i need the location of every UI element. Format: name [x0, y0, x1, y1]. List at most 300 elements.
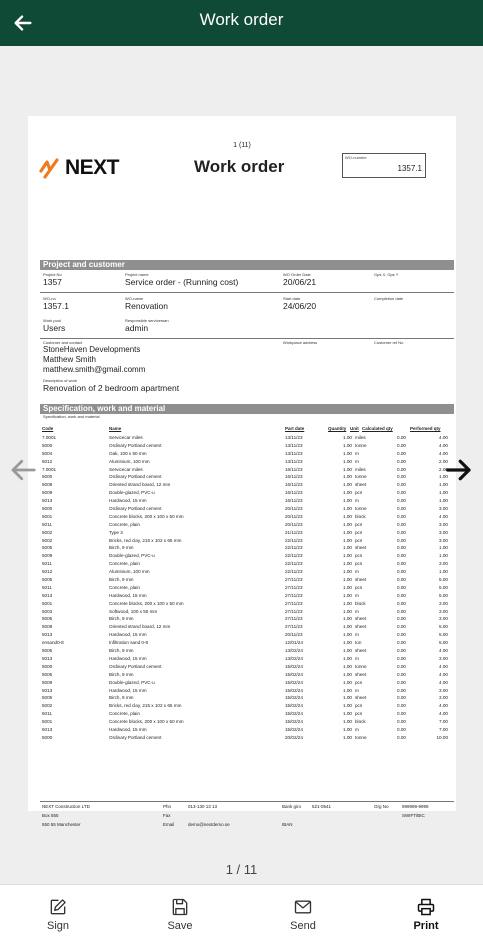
cell-code: 7.0001	[42, 435, 57, 440]
responsible-value: admin	[125, 323, 149, 333]
cell-qty: 1.00	[343, 458, 352, 464]
cell-qty: 1.00	[343, 687, 352, 693]
cell-date: 22/11/23	[285, 561, 303, 567]
description-field	[43, 378, 179, 393]
cell-code: 5000	[42, 506, 53, 512]
sign-button[interactable]	[18, 885, 98, 942]
cell-unit: tonne	[355, 506, 367, 512]
cell-unit: sheet	[355, 577, 367, 583]
table-row	[40, 489, 454, 497]
cell-code: 5000	[42, 663, 53, 669]
wo-name-field	[125, 296, 168, 311]
document-page	[28, 116, 456, 827]
cell-name: Hardwood, 15 mm	[109, 498, 147, 504]
cell-calc: 0.00	[397, 435, 406, 440]
cell-date: 21/11/23	[285, 529, 303, 535]
table-row	[40, 513, 454, 521]
wo-no-field	[43, 296, 69, 311]
cell-date: 13/11/23	[285, 450, 303, 456]
cell-calc: 0.00	[397, 671, 406, 677]
cell-code: 5009	[42, 490, 53, 496]
cell-unit: tonne	[355, 734, 367, 740]
project-name-field	[125, 272, 238, 287]
save-label: Save	[167, 920, 193, 932]
cell-calc: 0.00	[397, 513, 406, 519]
cell-code: 5001	[42, 513, 53, 519]
col-name: Name	[109, 426, 122, 431]
table-row	[40, 694, 454, 702]
cell-unit: sheet	[355, 695, 367, 701]
cell-perf: 1.00	[439, 553, 448, 559]
cell-qty: 1.00	[343, 498, 352, 504]
cell-perf: 5.00	[439, 577, 448, 583]
table-row	[40, 631, 454, 639]
table-row	[40, 434, 454, 442]
cell-qty: 1.00	[343, 545, 352, 551]
description-value: Renovation of 2 bedroom apartment	[43, 383, 180, 393]
cell-calc: 0.00	[397, 711, 406, 717]
cell-unit: pcs	[355, 537, 363, 543]
cell-name: Aluminium, 100 mm	[109, 458, 150, 464]
table-row	[40, 600, 454, 608]
cell-unit: pcs	[355, 711, 363, 717]
cell-name: Concrete, plain	[109, 561, 140, 567]
cell-perf: 5.00	[439, 592, 448, 598]
cell-calc: 0.00	[397, 663, 406, 669]
specification-table-header	[40, 426, 454, 434]
cell-perf: 5.00	[439, 632, 448, 638]
cell-code: 5004	[42, 450, 53, 456]
cell-calc: 0.00	[397, 648, 406, 654]
cell-date: 20/11/23	[285, 632, 303, 638]
cell-calc: 0.00	[397, 482, 406, 488]
cell-code: 5011	[42, 521, 52, 527]
cell-qty: 1.00	[343, 537, 352, 543]
cell-name: Birch, 9 mm	[109, 648, 134, 654]
work-pool-field	[43, 318, 65, 333]
cell-code: 5013	[42, 592, 53, 598]
cell-name: Type 3	[109, 529, 123, 535]
cell-calc: 0.00	[397, 703, 406, 709]
specification-subtitle-field	[43, 414, 99, 419]
cell-unit: sheet	[355, 482, 367, 488]
next-logo-icon	[39, 157, 61, 179]
cell-qty: 1.00	[343, 719, 352, 725]
cell-name: Concrete, plain	[109, 711, 140, 717]
cell-unit: m	[355, 569, 359, 575]
cell-perf: 3.00	[439, 521, 448, 527]
cell-qty: 1.00	[343, 553, 352, 559]
cell-qty: 1.00	[343, 435, 352, 440]
customer-ref-field	[374, 340, 403, 345]
wo-order-date-label: WO Order Date	[283, 272, 311, 277]
cell-qty: 1.00	[343, 695, 352, 701]
cell-perf: 4.00	[439, 711, 448, 717]
cell-perf: 2.00	[439, 458, 448, 464]
cell-perf: 5.00	[439, 584, 448, 590]
arrow-right-icon	[444, 455, 474, 485]
cell-date: 15/02/24	[285, 687, 303, 693]
cell-unit: m	[355, 498, 359, 504]
document-viewer[interactable]	[0, 46, 483, 884]
table-row	[40, 584, 454, 592]
cell-date: 27/11/23	[285, 577, 303, 583]
cell-unit: sheet	[355, 648, 367, 654]
table-row	[40, 663, 454, 671]
cell-date: 27/11/23	[285, 624, 303, 630]
wo-number-box	[342, 153, 426, 178]
cell-perf: 3.00	[439, 561, 448, 567]
table-row	[40, 568, 454, 576]
table-row	[40, 529, 454, 537]
cell-perf: 4.00	[439, 671, 448, 677]
cell-date: 16/11/23	[285, 482, 303, 488]
cell-calc: 0.00	[397, 521, 406, 527]
cell-perf: 3.00	[439, 655, 448, 661]
cell-qty: 1.00	[343, 474, 352, 480]
cell-unit: sheet	[355, 671, 367, 677]
start-date-label: Start date	[283, 296, 301, 301]
cell-perf: 1.00	[439, 490, 448, 496]
cell-perf: 2.00	[439, 466, 448, 472]
footer-company: NEXT Construction LTD	[42, 804, 90, 809]
cell-date: 13/02/24	[285, 655, 303, 661]
cell-perf: 3.00	[439, 537, 448, 543]
cell-calc: 0.00	[397, 608, 406, 614]
cell-qty: 1.00	[343, 513, 352, 519]
app-header	[0, 0, 483, 46]
responsible-label: Responsible serviceman	[125, 318, 169, 323]
table-row	[40, 726, 454, 734]
cell-name: Birch, 9 mm	[109, 577, 134, 583]
bottom-toolbar	[0, 884, 483, 942]
wo-number-label: WO-number	[345, 155, 367, 160]
cell-calc: 0.00	[397, 466, 406, 472]
cell-perf: 3.00	[439, 695, 448, 701]
cell-perf: 4.00	[439, 679, 448, 685]
cell-code: 5011	[42, 584, 52, 590]
table-row	[40, 679, 454, 687]
footer-fax-label: Fax	[163, 813, 171, 818]
table-row	[40, 544, 454, 552]
cell-name: Hardwood, 15 mm	[109, 726, 147, 732]
cell-code: 5000	[42, 734, 53, 740]
cell-qty: 1.00	[343, 663, 352, 669]
cell-date: 16/11/23	[285, 474, 303, 480]
cell-code: 5013	[42, 726, 53, 732]
work-pool-value: Users	[43, 323, 66, 333]
footer-box: Box 555	[42, 813, 59, 818]
gps-label: Gps X, Gps Y	[374, 272, 399, 277]
cell-code: 5013	[42, 632, 53, 638]
table-row	[40, 718, 454, 726]
cell-perf: 5.00	[439, 640, 448, 646]
table-row	[40, 615, 454, 623]
cell-code: 5013	[42, 498, 53, 504]
cell-calc: 0.00	[397, 616, 406, 622]
cell-perf: 5.00	[439, 624, 448, 630]
cell-unit: block	[355, 600, 366, 606]
cell-perf: 4.00	[439, 435, 448, 440]
cell-name: Concrete, plain	[109, 584, 140, 590]
cell-name: Aluminium, 100 mm	[109, 569, 150, 575]
table-row	[40, 576, 454, 584]
cell-date: 15/02/24	[285, 711, 303, 717]
project-no-field	[43, 272, 62, 287]
cell-perf: 4.00	[439, 450, 448, 456]
cell-date: 22/11/23	[285, 545, 303, 551]
cell-unit: tonne	[355, 474, 367, 480]
cell-name: Double-glazed, PVC-u	[109, 553, 155, 559]
cell-date: 22/11/23	[285, 569, 303, 575]
cell-unit: pcs	[355, 561, 363, 567]
customer-field	[43, 340, 145, 375]
cell-perf: 7.00	[439, 726, 448, 732]
cell-calc: 0.00	[397, 632, 406, 638]
cell-calc: 0.00	[397, 726, 406, 732]
table-row	[40, 552, 454, 560]
cell-name: Birch, 9 mm	[109, 695, 134, 701]
table-row	[40, 702, 454, 710]
cell-unit: sheet	[355, 624, 367, 630]
footer-city: 550 55 Manchester	[42, 822, 81, 827]
next-page-button[interactable]	[441, 452, 477, 488]
project-name-label: Project name	[125, 272, 149, 277]
page-title: Work order	[199, 10, 284, 29]
cell-unit: m	[355, 450, 359, 456]
cell-calc: 0.00	[397, 498, 406, 504]
cell-code: 5008	[42, 482, 53, 488]
start-date-field	[283, 296, 316, 311]
cell-unit: pcs	[355, 490, 363, 496]
customer-ref-label: Customer ref No	[374, 340, 404, 345]
cell-unit: sheet	[355, 545, 367, 551]
cell-calc: 0.00	[397, 584, 406, 590]
cell-calc: 0.00	[397, 687, 406, 693]
cell-perf: 1.00	[439, 545, 448, 551]
cell-calc: 0.00	[397, 537, 406, 543]
cell-unit: pcs	[355, 584, 363, 590]
cell-name: Oak, 100 x 50 mm	[109, 450, 147, 456]
footer-orgno: 999999-9999	[402, 804, 429, 809]
page-indicator: 1 / 11	[225, 862, 258, 877]
cell-code: 5002	[42, 703, 53, 709]
cell-perf: 4.00	[439, 442, 448, 448]
cell-date: 27/11/23	[285, 600, 303, 606]
cell-perf: 1.00	[439, 569, 448, 575]
table-row	[40, 655, 454, 663]
cell-code: 5009	[42, 679, 53, 685]
table-row	[40, 592, 454, 600]
wo-name-value: Renovation	[125, 301, 169, 311]
cell-qty: 1.00	[343, 600, 352, 606]
gps-field	[374, 272, 398, 277]
print-label: Print	[413, 920, 439, 932]
cell-perf: 3.00	[439, 616, 448, 622]
cell-date: 13/11/23	[285, 442, 303, 448]
cell-calc: 0.00	[397, 624, 406, 630]
cell-unit: miles	[355, 466, 366, 472]
project-no-label: Project No	[43, 272, 62, 277]
cell-name: Ordinary Portland cement	[109, 474, 162, 480]
cell-code: 5005	[42, 545, 53, 551]
wo-number-value: 1357.1	[397, 164, 422, 173]
cell-unit: tonne	[355, 663, 367, 669]
cell-perf: 4.00	[439, 648, 448, 654]
wo-no-value: 1357.1	[43, 301, 69, 311]
cell-name: Hardwood, 15 mm	[109, 632, 147, 638]
cell-calc: 0.00	[397, 600, 406, 606]
table-row	[40, 608, 454, 616]
specification-rows	[40, 434, 454, 742]
cell-date: 20/02/24	[285, 734, 303, 740]
table-row	[40, 734, 454, 742]
cell-name: Birch, 9 mm	[109, 545, 134, 551]
cell-qty: 1.00	[343, 592, 352, 598]
sign-label: Sign	[46, 920, 70, 932]
table-row	[40, 442, 454, 450]
cell-calc: 0.00	[397, 553, 406, 559]
completion-date-field	[374, 296, 403, 301]
cell-code: 5008	[42, 624, 53, 630]
save-button[interactable]	[140, 885, 220, 942]
col-part-date: Part date	[285, 426, 305, 431]
cell-code: 5013	[42, 655, 53, 661]
footer-email-label: Email	[163, 822, 175, 827]
table-row	[40, 623, 454, 631]
document-page-label: 1 (11)	[233, 142, 251, 149]
cell-code: 5005	[42, 577, 53, 583]
cell-unit: pcs	[355, 703, 363, 709]
cell-qty: 1.00	[343, 655, 352, 661]
specification-subtitle: Specification, work and material	[43, 414, 100, 419]
cell-calc: 0.00	[397, 640, 406, 646]
cell-qty: 1.00	[343, 734, 352, 740]
table-row	[40, 497, 454, 505]
cell-name: Oriented strand board, 12 mm	[109, 482, 171, 488]
footer-bankgiro-label: Bank giro	[282, 804, 302, 809]
cell-unit: pcs	[355, 679, 363, 685]
cell-name: Double-glazed, PVC-u	[109, 490, 155, 496]
footer-phn: 013-130 13 13	[188, 804, 218, 809]
cell-date: 27/11/23	[285, 592, 303, 598]
cell-name: Ordinary Portland cement	[109, 663, 162, 669]
cell-perf: 3.00	[439, 600, 448, 606]
footer-swift-label: SWIFT/BIC	[402, 813, 425, 818]
cell-calc: 0.00	[397, 569, 406, 575]
arrow-left-icon	[8, 455, 38, 485]
start-date-value: 24/06/20	[283, 301, 317, 311]
cell-code: 5012	[42, 569, 53, 575]
previous-page-button[interactable]	[5, 452, 41, 488]
cell-date: 22/11/23	[285, 553, 303, 559]
cell-name: Oriented strand board, 12 mm	[109, 624, 171, 630]
cell-date: 15/02/24	[285, 719, 303, 725]
cell-calc: 0.00	[397, 490, 406, 496]
description-label: Description of work	[43, 378, 78, 383]
cell-date: 12/01/24	[285, 640, 303, 646]
table-row	[40, 687, 454, 695]
cell-date: 16/11/23	[285, 498, 303, 504]
cell-unit: m	[355, 726, 359, 732]
cell-qty: 1.00	[343, 482, 352, 488]
table-row	[40, 450, 454, 458]
cell-perf: 1.00	[439, 482, 448, 488]
cell-date: 22/11/23	[285, 537, 303, 543]
cell-qty: 1.00	[343, 703, 352, 709]
cell-name: Concrete, plain	[109, 521, 140, 527]
responsible-field	[125, 318, 169, 333]
cell-qty: 1.00	[343, 648, 352, 654]
cell-calc: 0.00	[397, 442, 406, 448]
cell-calc: 0.00	[397, 506, 406, 512]
logo-text: NEXT	[65, 156, 120, 179]
cell-name: Softwood, 100 x 50 mm	[109, 608, 158, 614]
wo-name-label: WO-name	[125, 296, 144, 301]
divider	[40, 338, 454, 339]
table-row	[40, 481, 454, 489]
cell-perf: 4.00	[439, 663, 448, 669]
cell-code: 5001	[42, 600, 53, 606]
cell-code: 5005	[42, 648, 53, 654]
cell-calc: 0.00	[397, 545, 406, 551]
printer-icon	[416, 897, 436, 917]
cell-calc: 0.00	[397, 561, 406, 567]
send-button[interactable]	[263, 885, 343, 942]
table-row	[40, 458, 454, 466]
table-row	[40, 473, 454, 481]
col-code: Code	[42, 426, 54, 431]
cell-perf: 1.00	[439, 498, 448, 504]
cell-code: 5012	[42, 458, 53, 464]
cell-perf: 4.00	[439, 703, 448, 709]
cell-qty: 1.00	[343, 624, 352, 630]
cell-qty: 1.00	[343, 490, 352, 496]
cell-date: 15/02/24	[285, 726, 303, 732]
project-no-value: 1357	[43, 277, 62, 287]
cell-code: 5011	[42, 561, 52, 567]
col-unit: Unit	[350, 426, 359, 431]
cell-code: 5011	[42, 711, 52, 717]
cell-name: Hardwood, 15 mm	[109, 687, 147, 693]
cell-name: Ordinary Portland cement	[109, 506, 162, 512]
cell-perf: 4.00	[439, 513, 448, 519]
cell-qty: 1.00	[343, 640, 352, 646]
print-button[interactable]	[386, 885, 466, 942]
cell-calc: 0.00	[397, 695, 406, 701]
completion-date-label: Completion date	[374, 296, 404, 301]
cell-name: Concrete blocks, 200 x 100 x 50 mm	[109, 719, 184, 725]
cell-code: 5000	[42, 442, 53, 448]
cell-unit: pcs	[355, 529, 363, 535]
cell-qty: 1.00	[343, 569, 352, 575]
cell-name: Bricks, red clay, 215 x 102 x 65 mm	[109, 537, 182, 543]
cell-name: Ordinary Portland cement	[109, 734, 162, 740]
cell-calc: 0.00	[397, 734, 406, 740]
cell-unit: sheet	[355, 616, 367, 622]
footer-orgno-label: Org No	[374, 804, 389, 809]
cell-calc: 0.00	[397, 458, 406, 464]
cell-date: 20/11/23	[285, 513, 303, 519]
cell-name: Hardwood, 15 mm	[109, 592, 147, 598]
cell-qty: 1.00	[343, 506, 352, 512]
table-row	[40, 710, 454, 718]
footer-iban-label: IBAN	[282, 822, 293, 827]
cell-date: 15/02/24	[285, 663, 303, 669]
cell-unit: tonne	[355, 442, 367, 448]
cell-qty: 1.00	[343, 671, 352, 677]
cell-qty: 1.00	[343, 632, 352, 638]
